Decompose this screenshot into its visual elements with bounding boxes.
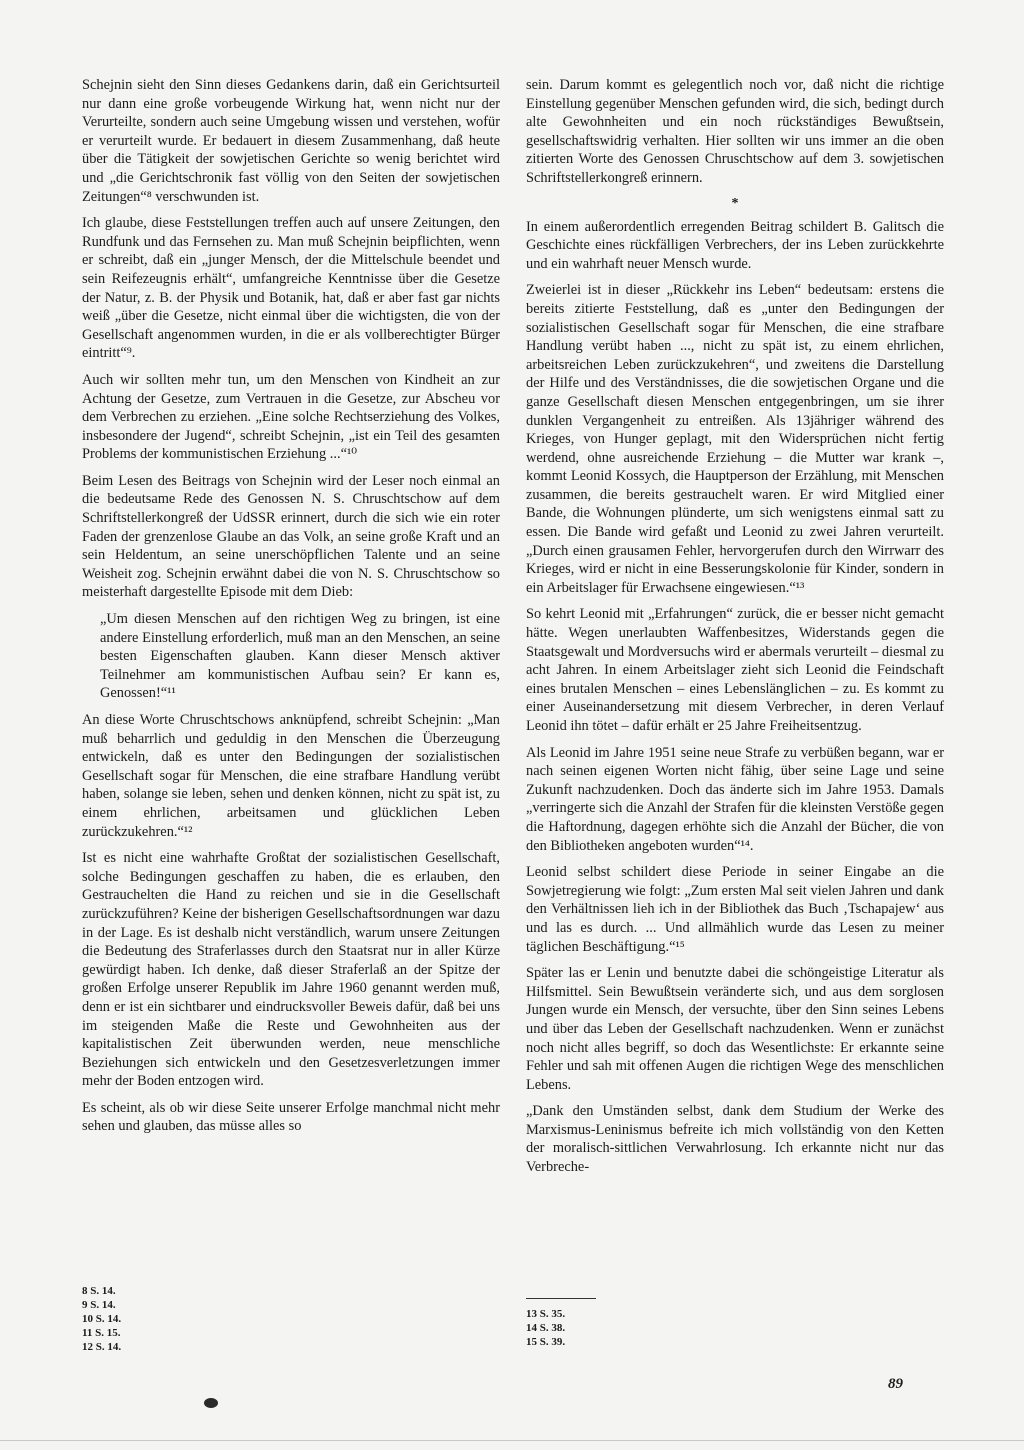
paragraph: Beim Lesen des Beitrags von Schejnin wird der Leser noch einmal an die bedeutsame Rede des Genossen N. S. Chruschtschow auf dem Schriftstellerkongreß der UdSSR erinnert, durch die sich wie ein roter Faden der grenzenlose Glaube an das Volk, an seine große Kraft und an sein Heldentum, an seine unerschöpflichen Talente und an seine Weisheit zog. Schejnin erwähnt dabei die von N. S. Chruschtschow so meisterhaft dargestellte Episode mit dem Dieb: xyxy=(82,472,500,601)
paragraph: „Dank den Umständen selbst, dank dem Studium der Werke des Marxismus-Leninismus befreite ich mich vollständig von den Ketten der moralisch-sittlichen Verwahrlosung. Ich erkannte nicht nur das Verbreche- xyxy=(526,1103,944,1176)
paragraph: sein. Darum kommt es gelegentlich noch vor, daß nicht die richtige Einstellung gegenüber Menschen gefunden wird, die sich, bedingt durch alte Gewohnheiten und ein noch rückständiges Bewußtsein, gesellschaftswidrig verhalten. Hier sollten wir uns immer an die oben zitierten Worte des Genossen Chruschtschow auf dem 3. sowjetischen Schriftstellerkongreß erinnern. xyxy=(526,77,944,186)
block-quote: „Um diesen Menschen auf den richtigen Weg zu bringen, ist eine andere Einstellung erforderlich, muß man an den Menschen, an seine besten Eigenschaften glauben. Kann dieser Mensch aktiver Teilnehmer am kommunistischen Aufbau sein? Er kann es, Genossen!“¹¹ xyxy=(100,611,500,702)
left-column xyxy=(82,76,500,1144)
paragraph: Ist es nicht eine wahrhafte Großtat der sozialistischen Gesellschaft, solche Bedingungen geschaffen zu haben, die es erlauben, den Gestrauchelten die Hand zu reichen und sie in die Gesellschaft zurückzuführen? Keine der bisherigen Gesellschaftsordnungen war dazu in der Lage. Es ist deshalb nicht verständlich, warum unsere Zeitungen die Bedeutung des Straferlasses durch den Staatsrat nur in aller Kürze gewürdigt haben. Ich denke, daß dieser Straferlaß an der Spitze der großen Erfolge unserer Republik im Jahre 1960 genannt werden muß, denn er ist ein sichtbarer und eindrucksvoller Beweis dafür, daß bei uns im steigenden Maße die Reste und Gewohnheiten aus der kapitalistischen Zeit überwunden werden, neue menschliche Beziehungen sich entwickeln und den Gesetzesverletzungen immer mehr der Boden entzogen wird. xyxy=(82,850,500,1090)
footnote: 10 S. 14. xyxy=(82,1313,122,1325)
footnote-rule xyxy=(526,1298,596,1299)
footnote: 12 S. 14. xyxy=(82,1341,122,1353)
footnote: 11 S. 15. xyxy=(82,1327,121,1339)
footnote: 8 S. 14. xyxy=(82,1285,116,1297)
paragraph: Auch wir sollten mehr tun, um den Menschen von Kindheit an zur Achtung der Gesetze, zum Vertrauen in die Gesetze, zur Abscheu vor dem Verbrechen zu erziehen. „Eine solche Rechtserziehung des Volkes, insbesondere der Jugend“, schreibt Schejnin, „ist ein Teil des gesamten Problems der kommunistischen Erziehung ...“¹⁰ xyxy=(82,371,500,463)
paragraph: In einem außerordentlich erregenden Beitrag schildert B. Galitsch die Geschichte eines rückfälligen Verbrechers, der ins Leben zurückkehrte und ein wahrhaft neuer Mensch wurde. xyxy=(526,218,944,272)
paragraph: Es scheint, als ob wir diese Seite unserer Erfolge manchmal nicht mehr sehen und glauben, das müsse alles so xyxy=(82,1099,500,1135)
page-number: 89 xyxy=(888,1376,903,1392)
footnote: 9 S. 14. xyxy=(82,1299,116,1311)
right-column xyxy=(526,76,944,1185)
section-separator: * xyxy=(731,195,739,211)
paragraph: Zweierlei ist in dieser „Rückkehr ins Leben“ bedeutsam: erstens die bereits zitierte Feststellung, daß es „unter den Bedingungen der sozialistischen Gesellschaft sogar für Menschen, die eine strafbare Handlung verübt haben ..., nicht zu spät ist, zu einem ehrlichen, arbeitsreichen Leben zurückzukehren“, und zweitens die Darstellung der Hilfe und des Verständnisses, die die sowjetischen Organe und die ganze Gesellschaft diesen Menschen entgegenbringen, um sie ihrer dunklen Vergangenheit zu entreißen. Als 13jähriger während des Krieges, von Hunger geplagt, mit den Widersprüchen nicht fertig werdend, ohne ausreichende Erziehung – die Mutter war krank –, kommt Leonid Kossych, die Hauptperson der Erzählung, mit Menschen zusammen, die bereits gestrauchelt waren. Er wird Mitglied einer Bande, die Wohnungen plünderte, um sich wenigstens einmal satt zu essen. Die Bande wird gefaßt und Leonid zu zwei Jahren verurteilt. „Durch einen grausamen Fehler, hervorgerufen durch den Wirrwarr des Krieges, wird er nicht in eine Besserungskolonie für Kinder, sondern in ein Arbeitslager für Erwachsene eingewiesen.“¹³ xyxy=(526,282,944,596)
paragraph: Schejnin sieht den Sinn dieses Gedankens darin, daß ein Gerichtsurteil nur dann eine große vorbeugende Wirkung hat, wenn nicht nur der Verurteilte, sondern auch seine Umgebung wissen und verstehen, wofür er verurteilt wurde. Er bedauert in diesem Zusammenhang, daß heute über die Tätigkeit der sowjetischen Gerichte so wenig berichtet wird und „die Gerichtschronik fast völlig von den Seiten der sowjetischen Zeitungen“⁸ verschwunden ist. xyxy=(82,77,500,205)
footnote: 13 S. 35. xyxy=(526,1308,566,1320)
paragraph: Ich glaube, diese Feststellungen treffen auch auf unsere Zeitungen, den Rundfunk und das Fernsehen zu. Man muß Schejnin beipflichten, wenn er schreibt, daß ein „junger Mensch, der die Mittelschule beendet und sein Reifezeugnis erhält“, umfangreiche Kenntnisse über die Gesetze der Natur, z. B. der Physik und Botanik, hat, daß er aber fast gar nichts weiß „über die Gesetze, nicht einmal über die wichtigsten, die von der Gesellschaft angenommen wurden, in die er als vollberechtigter Bürger eintritt“⁹. xyxy=(82,215,500,362)
paragraph: Als Leonid im Jahre 1951 seine neue Strafe zu verbüßen begann, war er nach seinen eigenen Worten nicht fähig, über seine Lage und seine Zukunft nachzudenken. Doch das änderte sich im Jahre 1953. Damals „verringerte sich die Anzahl der Strafen für die kleinsten Verstöße gegen die Haftordnung, dagegen erhöhte sich die Anzahl der Bücher, die von den Bibliotheken angeboten wurden“¹⁴. xyxy=(526,744,944,854)
footnote: 15 S. 39. xyxy=(526,1336,566,1348)
paragraph: Später las er Lenin und benutzte dabei die schöngeistige Literatur als Hilfsmittel. Sein Bewußtsein veränderte sich, und aus dem sorglosen Jungen wurde ein Mensch, der versuchte, über den Sinn seines Lebens und über das Leben der Gesellschaft nachzudenken. Wenn er zunächst noch nicht alles begriff, so doch das Wesentlichste: Er erkannte seine Fehler und sah mit offenen Augen die richtigen Wege des menschlichen Lebens. xyxy=(526,965,944,1093)
ink-blot xyxy=(204,1398,218,1408)
paragraph: So kehrt Leonid mit „Erfahrungen“ zurück, die er besser nicht gemacht hätte. Wegen unerlaubten Waffenbesitzes, Widerstands gegen die Staatsgewalt und Mordversuchs wird er abermals verurteilt – diesmal zu acht Jahren. In einem Arbeitslager zieht sich Leonid die Feindschaft eines brutalen Menschen – eines Lebenslänglichen – zu. Es kommt zu einer Auseinandersetzung mit diesem Verbrecher, in deren Verlauf Leonid ihn tötet – dafür erhält er 25 Jahre Freiheitsentzug. xyxy=(526,606,944,734)
bottom-edge xyxy=(0,1440,1024,1441)
footnotes-left xyxy=(82,1284,202,1354)
paragraph: An diese Worte Chruschtschows anknüpfend, schreibt Schejnin: „Man muß beharrlich und geduldig in den Menschen die Überzeugung entwickeln, daß es unter den Bedingungen der sozialistischen Gesellschaft sogar für Menschen, die eine strafbare Handlung verübt haben, solange sie leben, sehen und denken können, nicht zu spät ist, zu einem ehrlichen, arbeitsamen und glücklichen Leben zurückzukehren.“¹² xyxy=(82,712,500,840)
footnote: 14 S. 38. xyxy=(526,1322,566,1334)
footnotes-right xyxy=(526,1298,646,1349)
paragraph: Leonid selbst schildert diese Periode in seiner Eingabe an die Sowjetregierung wie folgt: „Zum ersten Mal seit vielen Jahren und dank den Verhältnissen lieh ich in der Bibliothek das Buch ‚Tschapajew‘ aus und las es durch. ... Und allmählich wurde das Lesen zu meiner täglichen Beschäftigung.“¹⁵ xyxy=(526,864,944,955)
